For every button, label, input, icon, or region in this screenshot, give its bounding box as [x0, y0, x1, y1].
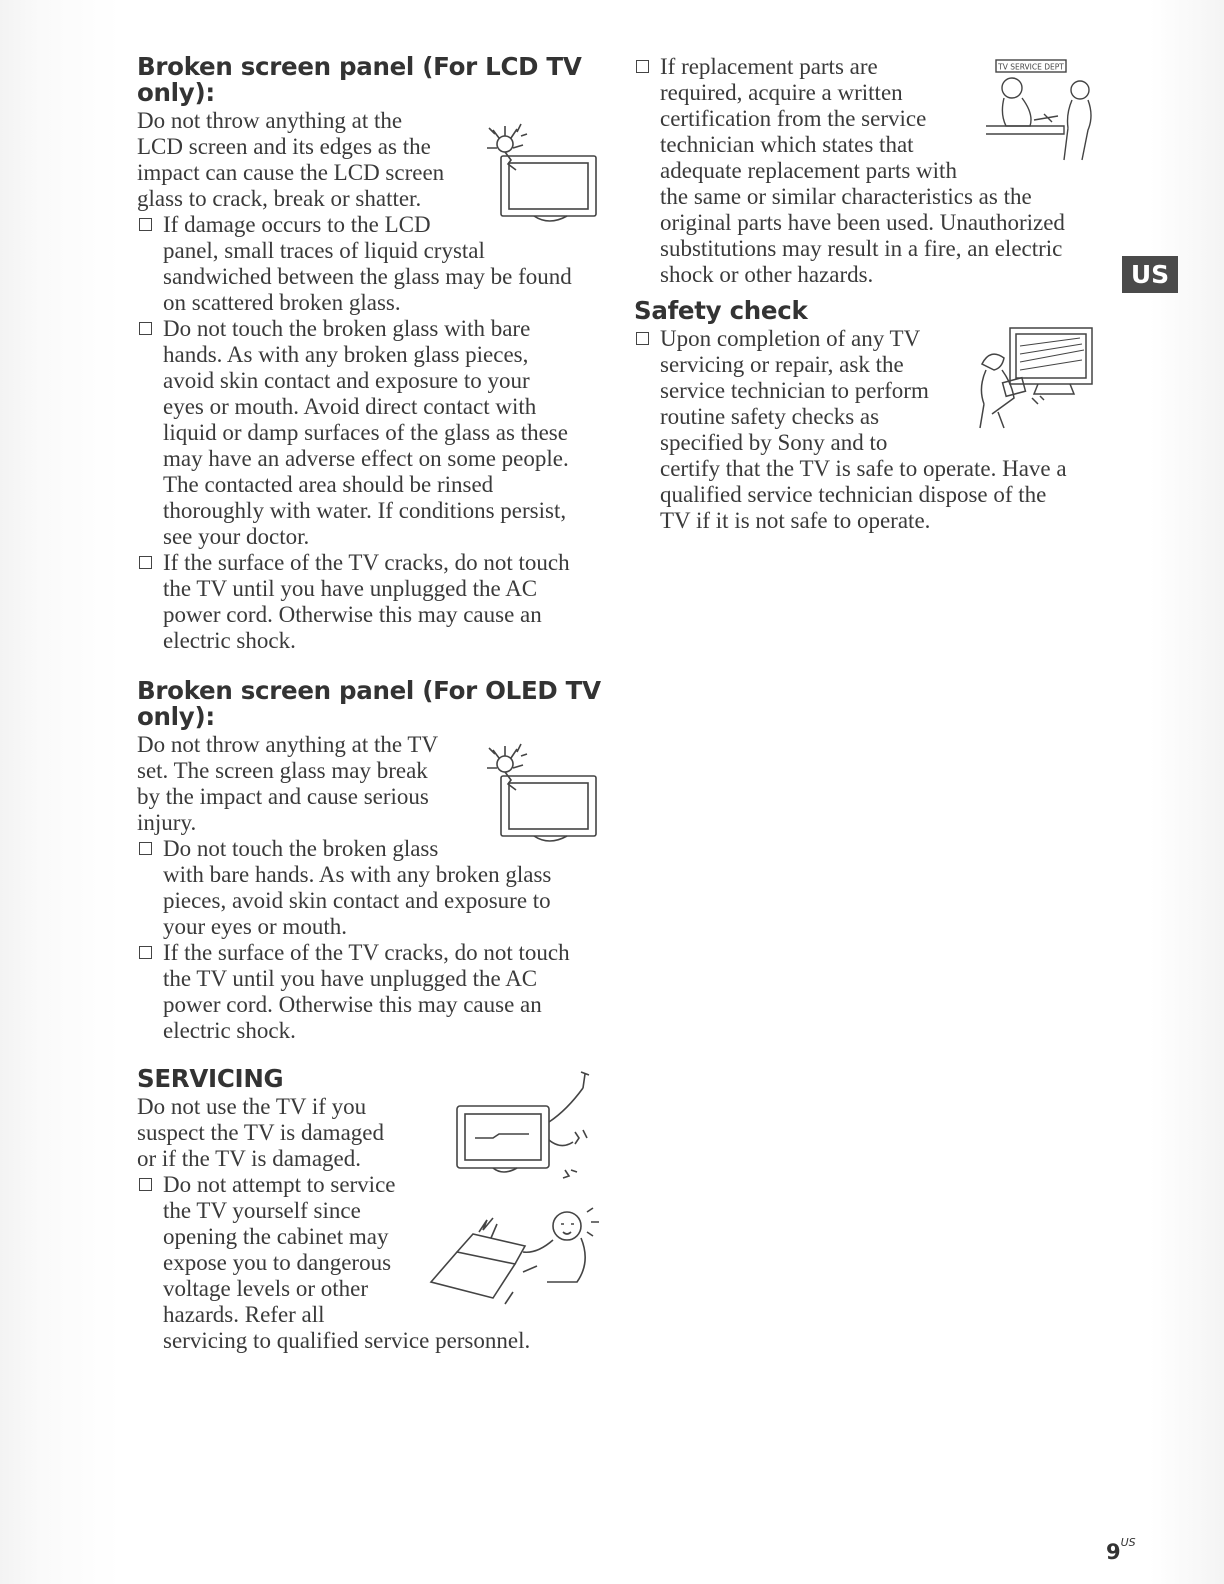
oled-intro-line: injury. [137, 810, 197, 835]
checkbox-bullet-icon [139, 322, 152, 335]
servicing-section [137, 1066, 607, 1354]
bullet-line: original parts have been used. Unauthorized [660, 210, 1065, 235]
bullet-line: specified by Sony and to [660, 430, 888, 455]
checkbox-bullet-icon [636, 60, 649, 73]
bullet-line: the TV until you have unplugged the AC [163, 966, 538, 991]
lcd-section [137, 54, 607, 654]
bullet-line: Upon completion of any TV [660, 326, 921, 351]
lcd-intro-line: LCD screen and its edges as the [137, 134, 431, 159]
checkbox-bullet-icon [139, 946, 152, 959]
bullet-line: pieces, avoid skin contact and exposure to [163, 888, 551, 913]
page-number-value: 9 [1106, 1540, 1121, 1564]
bullet-line: servicing to qualified service personnel. [163, 1328, 531, 1353]
bullet-line: sandwiched between the glass may be found [163, 264, 572, 289]
bullet-line: may have an adverse effect on some people. [163, 446, 569, 471]
bullet-line: the same or similar characteristics as the [660, 184, 1032, 209]
bullet-line: expose you to dangerous [163, 1250, 392, 1275]
bullet-line: If the surface of the TV cracks, do not touch [163, 940, 570, 965]
oled-bullet-touch [137, 836, 607, 940]
page-number [1106, 1536, 1136, 1564]
bullet-line: technician which states that [660, 132, 914, 157]
bullet-line: power cord. Otherwise this may cause an [163, 602, 542, 627]
lcd-bullet-touch [137, 316, 607, 550]
lcd-bullet-cracks [137, 550, 607, 654]
servicing-intro-line: or if the TV is damaged. [137, 1146, 361, 1171]
bullet-line: qualified service technician dispose of the [660, 482, 1047, 507]
bullet-line: hands. As with any broken glass pieces, [163, 342, 529, 367]
bullet-line: Do not attempt to service [163, 1172, 396, 1197]
oled-heading-line2: only): [137, 702, 215, 731]
bullet-line: power cord. Otherwise this may cause an [163, 992, 542, 1017]
lcd-heading [137, 54, 607, 106]
lcd-intro-line: Do not throw anything at the [137, 108, 403, 133]
page-number-suffix: US [1120, 1536, 1136, 1549]
bullet-line: required, acquire a written [660, 80, 903, 105]
bullet-line: Do not touch the broken glass with bare [163, 316, 531, 341]
bullet-line: If replacement parts are [660, 54, 878, 79]
lcd-heading-line2: only): [137, 78, 215, 107]
bullet-line: the TV yourself since [163, 1198, 361, 1223]
oled-bullet-cracks [137, 940, 607, 1044]
lcd-intro-line: glass to crack, break or shatter. [137, 186, 422, 211]
service-dept-illustration [984, 56, 1096, 164]
lcd-bullet-damage [137, 212, 607, 316]
bullet-line: hazards. Refer all [163, 1302, 325, 1327]
safety-check-illustration [968, 324, 1096, 434]
bullet-line: Do not touch the broken glass [163, 836, 439, 861]
safety-section [634, 298, 1104, 534]
bullet-line: your eyes or mouth. [163, 914, 347, 939]
bullet-line: eyes or mouth. Avoid direct contact with [163, 394, 537, 419]
broken-tv-illustration [469, 734, 601, 844]
oled-intro-line: Do not throw anything at the TV [137, 732, 439, 757]
bullet-line: shock or other hazards. [660, 262, 874, 287]
lcd-heading-line1: Broken screen panel (For LCD TV [137, 52, 582, 81]
bullet-line: certify that the TV is safe to operate. Have a [660, 456, 1067, 481]
checkbox-bullet-icon [139, 842, 152, 855]
bullet-line: If damage occurs to the LCD [163, 212, 431, 237]
bullet-line: service technician to perform [660, 378, 929, 403]
checkbox-bullet-icon [139, 218, 152, 231]
bullet-line: see your doctor. [163, 524, 310, 549]
region-tab-us: US [1122, 256, 1178, 293]
bullet-line: servicing or repair, ask the [660, 352, 904, 377]
safety-heading: Safety check [634, 296, 808, 325]
left-column [137, 54, 607, 1354]
servicing-intro-line: suspect the TV is damaged [137, 1120, 384, 1145]
damaged-tv-illustration [453, 1070, 603, 1188]
checkbox-bullet-icon [139, 556, 152, 569]
bullet-line: voltage levels or other [163, 1276, 369, 1301]
checkbox-bullet-icon [636, 332, 649, 345]
bullet-line: TV if it is not safe to operate. [660, 508, 931, 533]
checkbox-bullet-icon [139, 1178, 152, 1191]
bullet-line: electric shock. [163, 1018, 296, 1043]
sign-text: TV SERVICE DEPT [998, 62, 1064, 72]
oled-intro-line: set. The screen glass may break [137, 758, 428, 783]
bullet-line: substitutions may result in a fire, an electric [660, 236, 1063, 261]
oled-section [137, 678, 607, 1044]
oled-heading [137, 678, 607, 730]
bullet-line: routine safety checks as [660, 404, 880, 429]
bullet-line: panel, small traces of liquid crystal [163, 238, 485, 263]
bullet-line: the TV until you have unplugged the AC [163, 576, 538, 601]
servicing-heading: SERVICING [137, 1064, 284, 1093]
replacement-section [634, 54, 1104, 288]
bullet-line: thoroughly with water. If conditions persist, [163, 498, 567, 523]
bullet-line: certification from the service [660, 106, 927, 131]
oled-heading-line1: Broken screen panel (For OLED TV [137, 676, 601, 705]
lcd-intro-line: impact can cause the LCD screen [137, 160, 445, 185]
bullet-line: avoid skin contact and exposure to your [163, 368, 530, 393]
bullet-line: If the surface of the TV cracks, do not touch [163, 550, 570, 575]
opening-cabinet-illustration [427, 1202, 603, 1306]
servicing-intro-line: Do not use the TV if you [137, 1094, 367, 1119]
bullet-line: electric shock. [163, 628, 296, 653]
oled-intro-line: by the impact and cause serious [137, 784, 429, 809]
bullet-line: adequate replacement parts with [660, 158, 957, 183]
bullet-line: liquid or damp surfaces of the glass as these [163, 420, 568, 445]
bullet-line: opening the cabinet may [163, 1224, 389, 1249]
broken-tv-illustration [469, 114, 601, 224]
bullet-line: The contacted area should be rinsed [163, 472, 494, 497]
right-column [634, 54, 1104, 534]
bullet-line: with bare hands. As with any broken glass [163, 862, 552, 887]
bullet-line: on scattered broken glass. [163, 290, 401, 315]
